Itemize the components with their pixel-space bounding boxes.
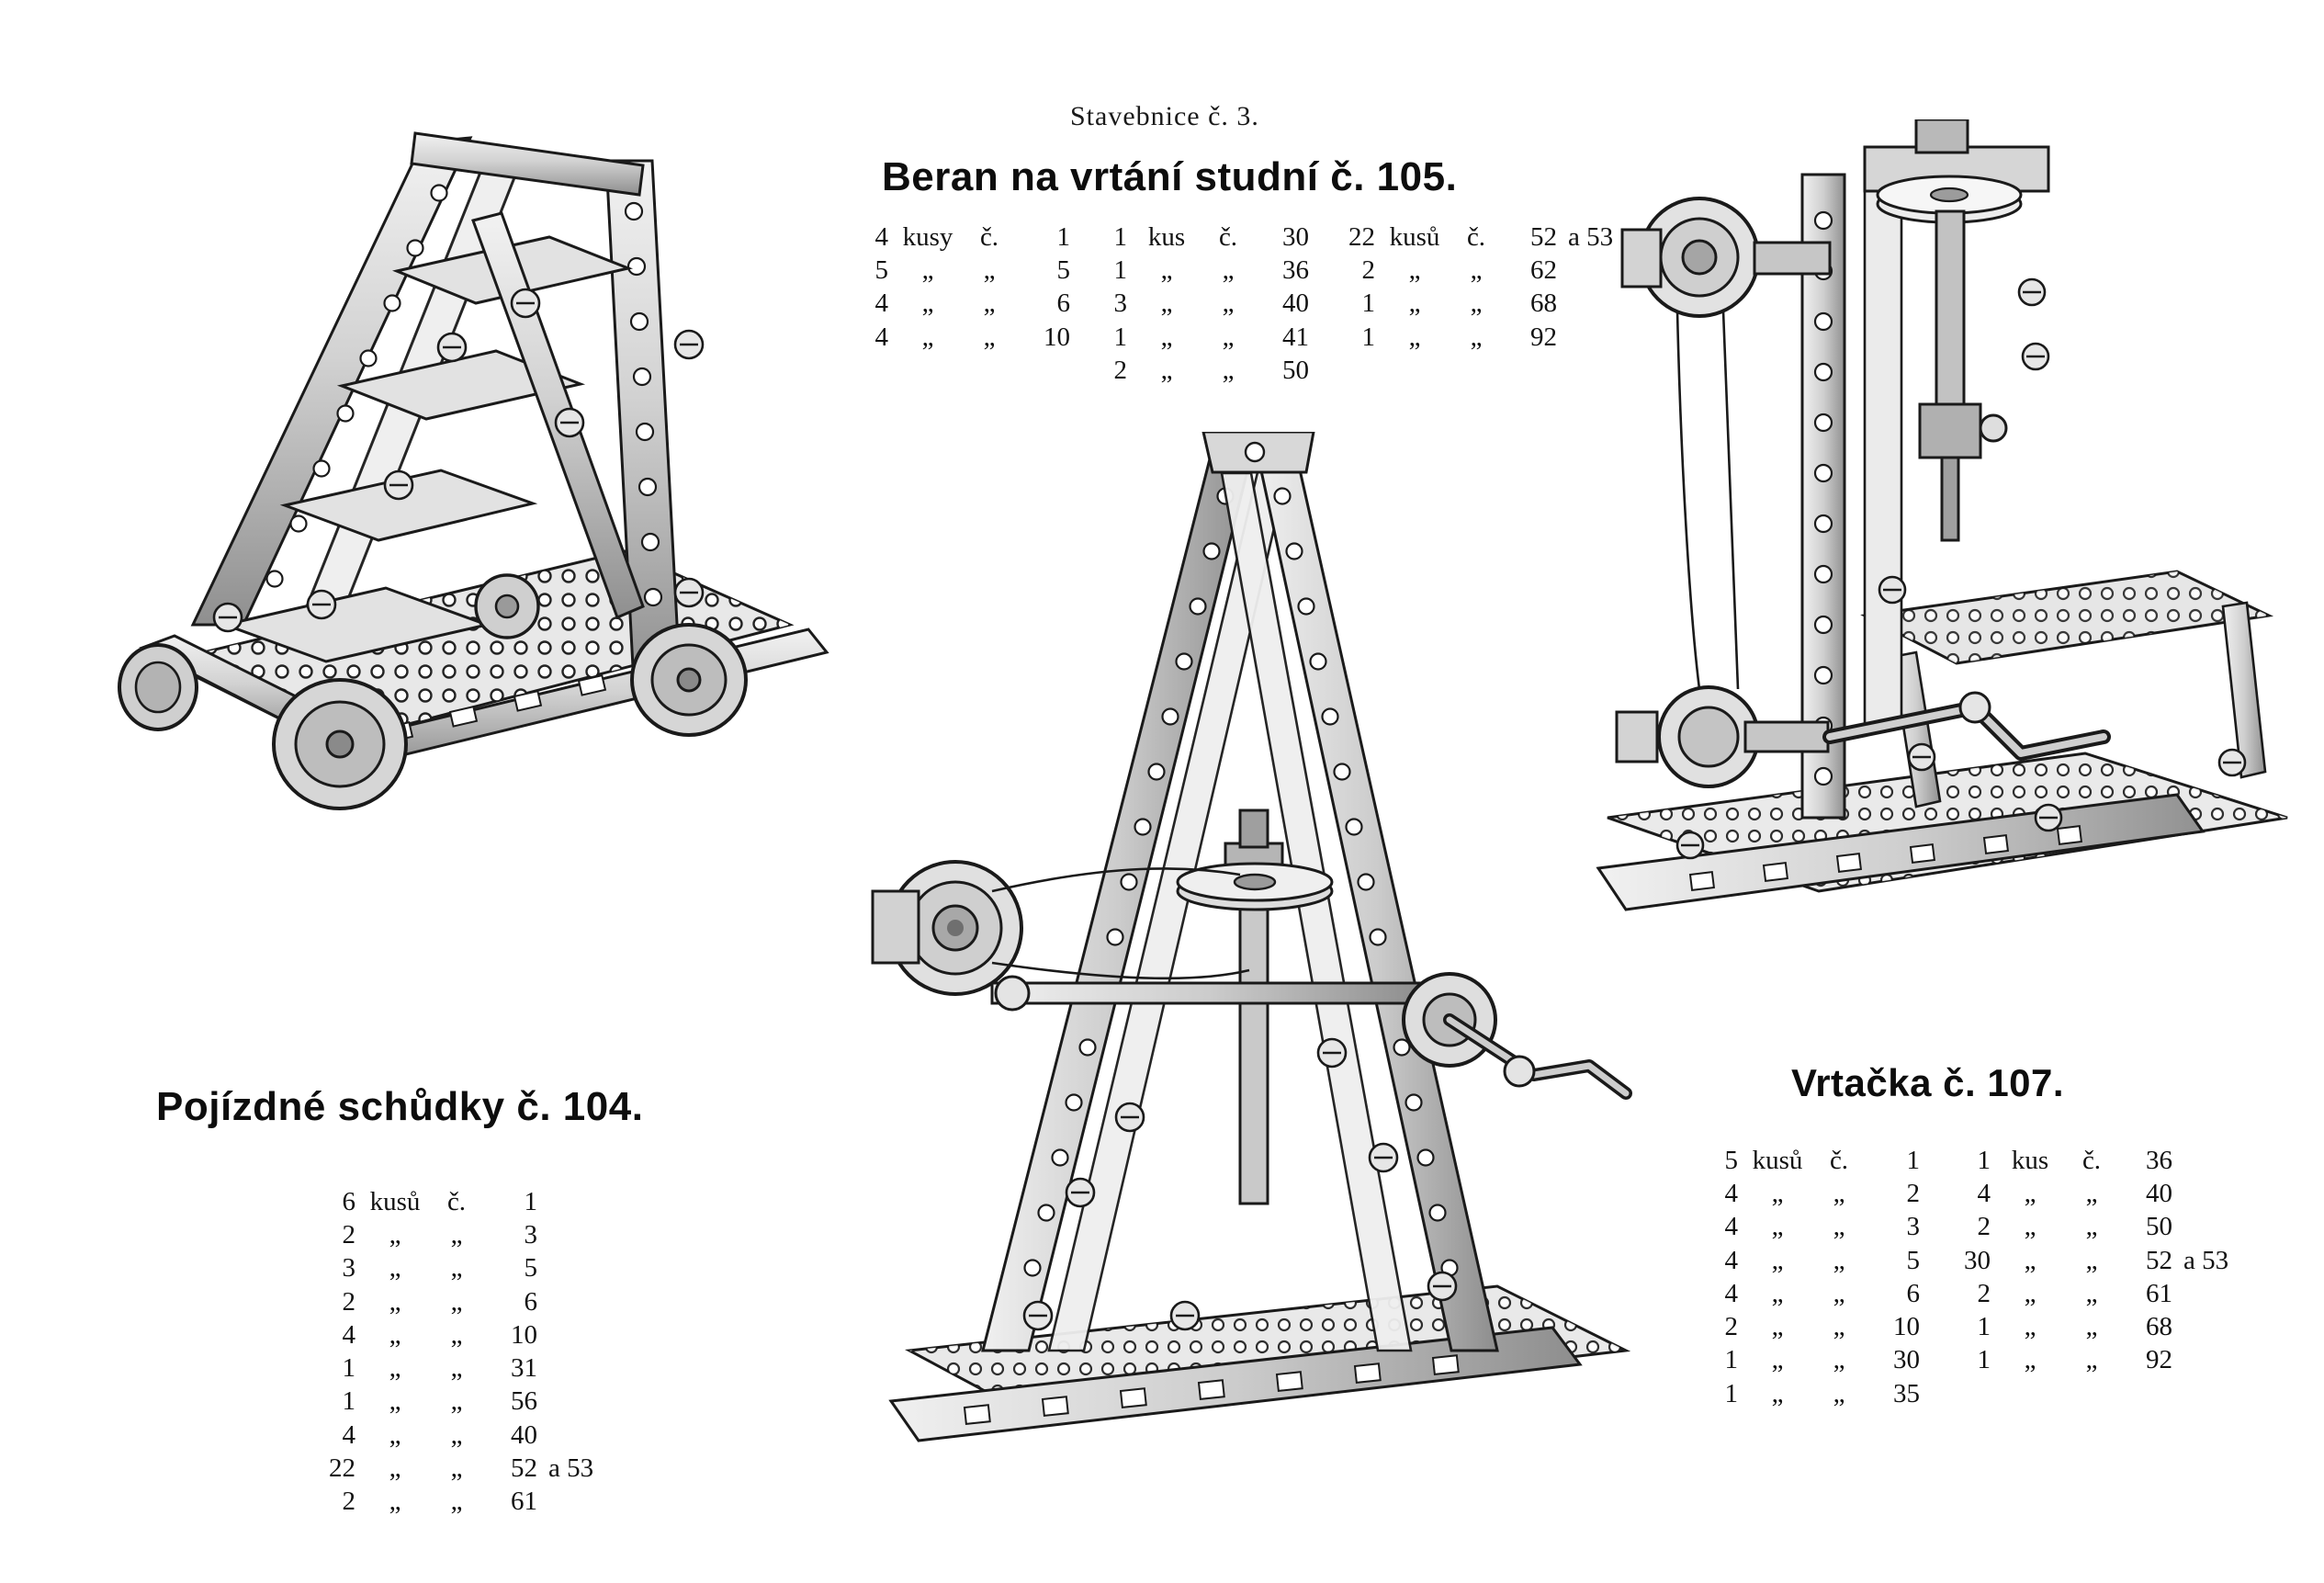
part-unit: „ [389,1453,401,1483]
part-abbr: „ [450,1386,463,1417]
part-unit: „ [1160,355,1173,385]
part-unit: kus [2011,1146,2049,1175]
figure-well-drill-rig [854,432,1681,1516]
part-qty: 30 [1964,1245,1991,1275]
part-qty: 1 [1113,322,1127,352]
part-extra [543,1485,599,1518]
part-unit: „ [1771,1212,1784,1242]
model-104-parts [308,1185,599,1518]
model-105-parts-col2 [1079,220,1326,387]
upper-drive-pulley [1622,198,1830,316]
part-abbr: „ [1833,1345,1845,1375]
part-qty: 3 [342,1253,355,1283]
part-unit: „ [389,1319,401,1350]
part-unit: kusů [1389,222,1440,252]
part-qty: 1 [1977,1345,1991,1375]
model-107-parts-col2 [1943,1144,2234,1377]
part-number: 40 [511,1419,537,1450]
part-qty: 4 [1724,1212,1738,1242]
part-abbr: „ [2085,1245,2098,1275]
lower-crank-pulley [1617,687,1828,786]
part-extra [543,1218,599,1251]
part-abbr: „ [1833,1179,1845,1209]
drive-shaft [992,977,1424,1010]
part-number: 52 [2146,1245,2172,1275]
part-number: 1 [1906,1146,1920,1175]
part-extra [1314,254,1326,287]
part-number: 5 [1906,1245,1920,1275]
part-abbr: „ [983,288,996,319]
part-qty: 1 [342,1386,355,1417]
part-abbr: „ [1833,1278,1845,1308]
model-107-part-row [1943,1310,2234,1343]
part-extra [2178,1144,2234,1177]
part-qty: 4 [1977,1179,1991,1209]
part-abbr: č. [1829,1146,1849,1175]
part-abbr: „ [450,1486,463,1516]
figure-drill-press [1589,119,2324,1047]
model-105-parts-col1 [840,220,1087,354]
part-qty: 2 [342,1286,355,1317]
model-105-parts-col3 [1327,220,1619,354]
part-extra [1314,287,1326,320]
part-qty: 5 [1724,1146,1738,1175]
part-number: 92 [2146,1345,2172,1375]
part-extra [543,1385,599,1418]
wheel-right [632,625,746,735]
part-qty: 4 [874,222,888,252]
part-unit: „ [1160,322,1173,352]
part-extra [543,1251,599,1284]
part-unit: „ [1771,1378,1784,1408]
model-105-part-row [840,287,1087,320]
part-unit: „ [2024,1245,2036,1275]
part-qty: 4 [874,288,888,319]
part-abbr: „ [1222,288,1235,319]
part-qty: 1 [1361,322,1375,352]
part-extra [1314,321,1326,354]
model-104-part-row [308,1351,599,1385]
part-qty: 1 [1361,288,1375,319]
part-qty: 5 [874,255,888,286]
part-number: 6 [1056,288,1070,319]
part-number: 68 [2146,1312,2172,1342]
model-104-part-row [308,1419,599,1452]
model-104-part-row [308,1485,599,1518]
model-107-part-row [1690,1244,1936,1277]
part-qty: 1 [1113,222,1127,252]
model-104-title: Pojízdné schůdky č. 104. [156,1084,644,1129]
part-abbr: „ [450,1286,463,1317]
part-extra: a 53 [2183,1245,2229,1275]
model-104-part-row [308,1185,599,1218]
part-number: 5 [1056,255,1070,286]
part-number: 40 [1282,288,1309,319]
wheel-mid [476,575,538,638]
model-105-part-row [1079,287,1326,320]
part-abbr: „ [1833,1378,1845,1408]
part-number: 56 [511,1386,537,1417]
part-extra [1314,220,1326,254]
model-107-part-row [1690,1144,1936,1177]
part-extra [1925,1144,1936,1177]
part-extra [1314,354,1326,387]
model-104-part-row [308,1218,599,1251]
part-abbr: „ [1833,1245,1845,1275]
part-qty: 1 [1724,1378,1738,1408]
part-extra [1925,1377,1936,1410]
part-unit: „ [2024,1212,2036,1242]
part-abbr: „ [2085,1179,2098,1209]
part-unit: kusů [1752,1146,1803,1175]
part-abbr: „ [1470,255,1483,286]
part-abbr: „ [450,1319,463,1350]
part-abbr: „ [1470,322,1483,352]
part-number: 6 [1906,1278,1920,1308]
part-extra [2178,1343,2234,1376]
part-unit: „ [921,288,934,319]
part-extra [1925,1310,1936,1343]
model-107-title: Vrtačka č. 107. [1791,1061,2065,1104]
part-extra: a 53 [1568,222,1614,252]
part-qty: 4 [1724,1179,1738,1209]
part-abbr: „ [983,255,996,286]
part-number: 36 [1282,255,1309,286]
part-unit: „ [389,1386,401,1417]
part-unit: „ [389,1286,401,1317]
part-number: 5 [524,1253,537,1283]
model-105-part-row [1079,321,1326,354]
part-number: 3 [1906,1212,1920,1242]
part-abbr: „ [450,1220,463,1250]
part-qty: 4 [874,322,888,352]
part-extra [1925,1177,1936,1210]
model-105-part-row [840,321,1087,354]
part-number: 6 [524,1286,537,1317]
model-107-parts-col1 [1690,1144,1936,1410]
model-107-part-row [1943,1343,2234,1376]
part-number: 30 [1282,222,1309,252]
part-extra [1925,1210,1936,1243]
part-abbr: č. [446,1187,467,1216]
model-107-part-row [1690,1343,1936,1376]
part-unit: „ [2024,1345,2036,1375]
part-number: 1 [1056,222,1070,252]
part-unit: kus [1147,222,1186,252]
part-unit: „ [389,1419,401,1450]
part-unit: „ [389,1220,401,1250]
part-qty: 1 [342,1353,355,1384]
model-105-part-row [840,220,1087,254]
apex-cap [1203,432,1314,472]
part-abbr: „ [1470,288,1483,319]
part-unit: „ [1408,288,1421,319]
part-extra [1925,1244,1936,1277]
part-abbr: „ [1222,322,1235,352]
part-extra [1925,1343,1936,1376]
part-number: 10 [511,1319,537,1350]
part-qty: 1 [1113,255,1127,286]
part-qty: 2 [1361,255,1375,286]
part-abbr: „ [450,1453,463,1483]
model-107-part-row [1943,1244,2234,1277]
kit-label: Stavebnice č. 3. [1070,101,1259,131]
part-qty: 1 [1977,1146,1991,1175]
model-104-part-row [308,1251,599,1284]
drive-pulley-left [873,862,1021,994]
model-104-part-row [308,1318,599,1351]
spindle [1920,211,2006,540]
part-number: 1 [524,1187,537,1216]
part-extra [543,1318,599,1351]
part-extra: a 53 [548,1453,594,1483]
part-extra [2178,1310,2234,1343]
part-number: 50 [1282,355,1309,385]
part-extra [2178,1210,2234,1243]
part-unit: „ [1771,1179,1784,1209]
part-abbr: „ [2085,1278,2098,1308]
part-abbr: „ [1222,255,1235,286]
part-abbr: „ [450,1419,463,1450]
part-number: 61 [2146,1278,2172,1308]
part-unit: „ [389,1253,401,1283]
part-number: 52 [1530,222,1557,252]
model-107-part-row [1943,1177,2234,1210]
model-104-part-row [308,1385,599,1418]
part-number: 68 [1530,288,1557,319]
part-abbr: č. [2081,1146,2102,1175]
part-unit: „ [1408,322,1421,352]
part-abbr: č. [1218,222,1238,252]
part-number: 62 [1530,255,1557,286]
part-unit: „ [1771,1312,1784,1342]
wheel-front [274,680,406,808]
part-abbr: „ [1833,1212,1845,1242]
model-107-part-row [1690,1177,1936,1210]
model-107-part-row [1690,1377,1936,1410]
part-number: 50 [2146,1212,2172,1242]
part-qty: 1 [1724,1345,1738,1375]
part-qty: 22 [329,1453,355,1483]
part-extra [543,1351,599,1385]
part-number: 41 [1282,322,1309,352]
part-extra [543,1285,599,1318]
part-extra [543,1185,599,1218]
part-abbr: „ [450,1353,463,1384]
part-number: 36 [2146,1146,2172,1175]
model-107-part-row [1943,1144,2234,1177]
part-extra [1925,1277,1936,1310]
part-unit: „ [1771,1278,1784,1308]
part-number: 2 [1906,1179,1920,1209]
part-qty: 1 [1977,1312,1991,1342]
part-unit: „ [2024,1179,2036,1209]
part-abbr: č. [1466,222,1486,252]
part-number: 3 [524,1220,537,1250]
model-105-part-row [1079,220,1326,254]
part-number: 35 [1893,1378,1920,1408]
part-unit: „ [1771,1345,1784,1375]
model-107-part-row [1690,1210,1936,1243]
part-qty: 4 [1724,1278,1738,1308]
part-qty: 6 [342,1187,355,1216]
part-extra [2178,1177,2234,1210]
model-105-part-row [1327,321,1619,354]
part-unit: kusů [369,1187,421,1216]
model-105-part-row [1327,287,1619,320]
part-unit: „ [2024,1278,2036,1308]
part-number: 10 [1044,322,1070,352]
part-number: 92 [1530,322,1557,352]
model-105-title: Beran na vrtání studní č. 105. [882,154,1458,199]
part-unit: „ [1160,288,1173,319]
model-107-part-row [1690,1310,1936,1343]
part-qty: 3 [1113,288,1127,319]
part-abbr: „ [983,322,996,352]
part-number: 30 [1893,1345,1920,1375]
model-105-part-row [1079,254,1326,287]
model-105-part-row [840,254,1087,287]
part-qty: 2 [342,1220,355,1250]
wheel-rear [119,645,197,729]
press-head [1865,119,2048,222]
part-number: 61 [511,1486,537,1516]
part-abbr: „ [2085,1212,2098,1242]
model-105-part-row [1079,354,1326,387]
model-105-part-row [1327,254,1619,287]
model-107-part-row [1943,1210,2234,1243]
part-abbr: „ [1222,355,1235,385]
part-unit: „ [389,1353,401,1384]
part-number: 31 [511,1353,537,1384]
model-104-part-row [308,1285,599,1318]
part-qty: 22 [1348,222,1375,252]
part-abbr: č. [979,222,999,252]
part-number: 10 [1893,1312,1920,1342]
part-unit: „ [921,255,934,286]
part-qty: 2 [1977,1212,1991,1242]
part-qty: 2 [342,1486,355,1516]
press-belt [1677,311,1738,689]
part-qty: 4 [342,1419,355,1450]
part-extra [543,1419,599,1452]
part-number: 40 [2146,1179,2172,1209]
part-abbr: „ [450,1253,463,1283]
part-unit: kusy [902,222,953,252]
part-abbr: „ [2085,1345,2098,1375]
part-unit: „ [1771,1245,1784,1275]
part-qty: 2 [1977,1278,1991,1308]
part-abbr: „ [1833,1312,1845,1342]
model-105-part-row [1327,220,1619,254]
part-unit: „ [921,322,934,352]
part-unit: „ [1160,255,1173,286]
figure-rolling-steps [55,110,863,1057]
part-qty: 4 [342,1319,355,1350]
part-abbr: „ [2085,1312,2098,1342]
part-qty: 2 [1113,355,1127,385]
part-extra [2178,1277,2234,1310]
part-unit: „ [2024,1312,2036,1342]
part-qty: 4 [1724,1245,1738,1275]
part-unit: „ [1408,255,1421,286]
part-qty: 2 [1724,1312,1738,1342]
model-107-part-row [1943,1277,2234,1310]
part-number: 52 [511,1453,537,1483]
model-104-part-row [308,1452,599,1485]
part-unit: „ [389,1486,401,1516]
model-107-part-row [1690,1277,1936,1310]
